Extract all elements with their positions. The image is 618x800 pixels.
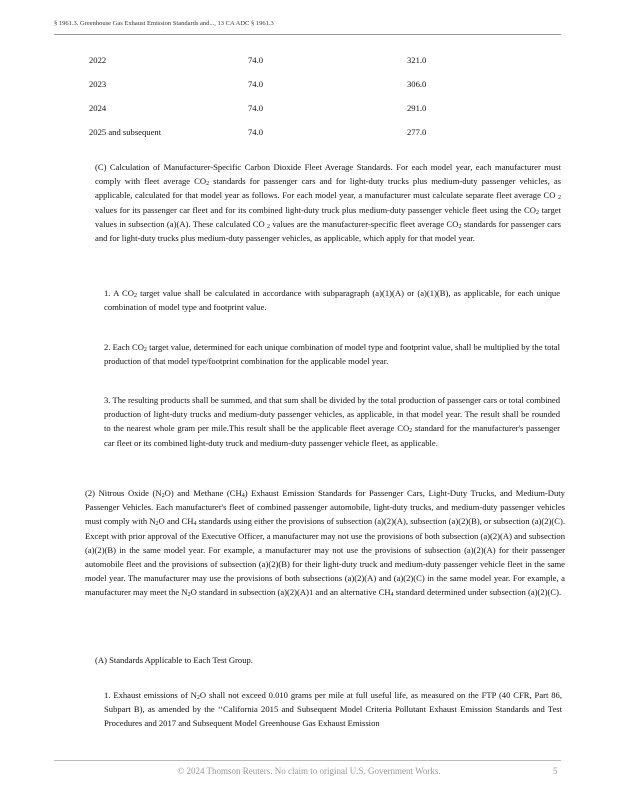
running-header: § 1961.3. Greenhouse Gas Exhaust Emission Standards and..., 13 CA ADC § 1961.3	[54, 20, 274, 27]
paragraph-c-2: 2. Each $CO_2$ target value, determined for each unique combination of model type and footprint value, shall be multiplied by the total production of that model type/footprint combination for the applicable model year.	[104, 342, 560, 367]
page-number: 5	[553, 766, 558, 776]
value-cell: 291.0	[407, 103, 427, 113]
paragraph-a-heading: (A) Standards Applicable to Each Test Group.	[95, 655, 253, 665]
value-cell: 74.0	[248, 79, 264, 89]
model-year-cell: 2024	[89, 103, 107, 113]
paragraph-a-1: 1. Exhaust emissions of $N_2O$ shall not exceed 0.010 grams per mile at full useful life, as measured on the FTP (40 CFR, Part 86, Subpart B), as amended by the ‘‘California 2015 and Subsequent Model Criteria Pollutant Exhaust Emission Standards and Test Procedures and 2017 and Subsequent Model Greenhouse Gas Exhaust Emission	[104, 690, 562, 729]
model-year-cell: 2022	[89, 55, 107, 65]
table-row	[89, 79, 569, 91]
value-cell: 74.0	[248, 55, 264, 65]
table-row	[89, 103, 569, 115]
header-divider	[54, 34, 561, 35]
paragraph-c-1: 1. A $CO_2$ target value shall be calculated in accordance with subparagraph (a)(1)(A) or (a)(1)(B), as applicable, for each unique combination of model type and footprint value.	[104, 288, 561, 313]
model-year-cell: 2025 and subsequent	[89, 127, 162, 137]
paragraph-c-calculation: (C) Calculation of Manufacturer-Specific Carbon Dioxide Fleet Average Standards. For each model year, each manufacturer must comply with fleet average $CO_2$ standards for passenger cars and for light-duty trucks plus medium-duty passenger vehicles, as applicable, calculated for that model year as follows. For each model year, a manufacturer must calculate separate fleet average CO $_2$ values for its passenger car fleet and for its combined light-duty truck plus medium-duty passenger vehicle fleet using the $CO_2$ target values in subsection (a)(A). These calculated CO $_2$ values are the manufacturer-specific fleet average $CO_2$ standards for passenger cars and for light-duty trucks plus medium-duty passenger vehicles, as applicable, which apply for that model year.	[95, 162, 562, 244]
value-cell: 321.0	[407, 55, 427, 65]
model-year-cell: 2023	[89, 79, 107, 89]
paragraph-2-nitrous-oxide-methane: (2) Nitrous Oxide $(N_2O)$ and Methane $(CH_4)$ Exhaust Emission Standards for Passenger Cars, Light-Duty Trucks, and Medium-Duty Passenger Vehicles. Each manufacturer's fleet of combined passenger automobile, light-duty trucks, and medium-duty passenger vehicles must comply with $N_2O$ and $CH_4$ standards using either the provisions of subsection (a)(2)(A), subsection (a)(2)(B), or subsection (a)(2)(C). Except with prior approval of the Executive Officer, a manufacturer may not use the provisions of both subsection (a)(2)(A) and subsection (a)(2)(B) in the same model year. For example, a manufacturer may not use the provisions of subsection (a)(2)(A) for their passenger automobile fleet and the provisions of subsection (a)(2)(B) for their light-duty truck and medium-duty passenger vehicle fleet in the same model year. The manufacturer may use the provisions of both subsections (a)(2)(A) and (a)(2)(C) in the same model year. For example, a manufacturer may meet the $N_2O$ standard in subsection (a)(2)(A)1 and an alternative $CH_4$ standard determined under subsection (a)(2)(C).	[85, 488, 566, 599]
copyright-footer: © 2024 Thomson Reuters. No claim to original U.S. Government Works.	[177, 766, 441, 776]
value-cell: 277.0	[407, 127, 427, 137]
table-row	[89, 127, 569, 139]
value-cell: 306.0	[407, 79, 427, 89]
table-row	[89, 55, 569, 67]
value-cell: 74.0	[248, 103, 264, 113]
footer-divider	[54, 760, 561, 761]
paragraph-c-3: 3. The resulting products shall be summed, and that sum shall be divided by the total production of passenger cars or total combined production of light-duty trucks and medium-duty passenger vehicles, as applicable, in that model year. The result shall be rounded to the nearest whole gram per mile.This result shall be the applicable fleet average $CO_2$ standard for the manufacturer's passenger car fleet or its combined light-duty truck and medium-duty passenger vehicle fleet, as applicable.	[104, 395, 560, 448]
value-cell: 74.0	[248, 127, 264, 137]
